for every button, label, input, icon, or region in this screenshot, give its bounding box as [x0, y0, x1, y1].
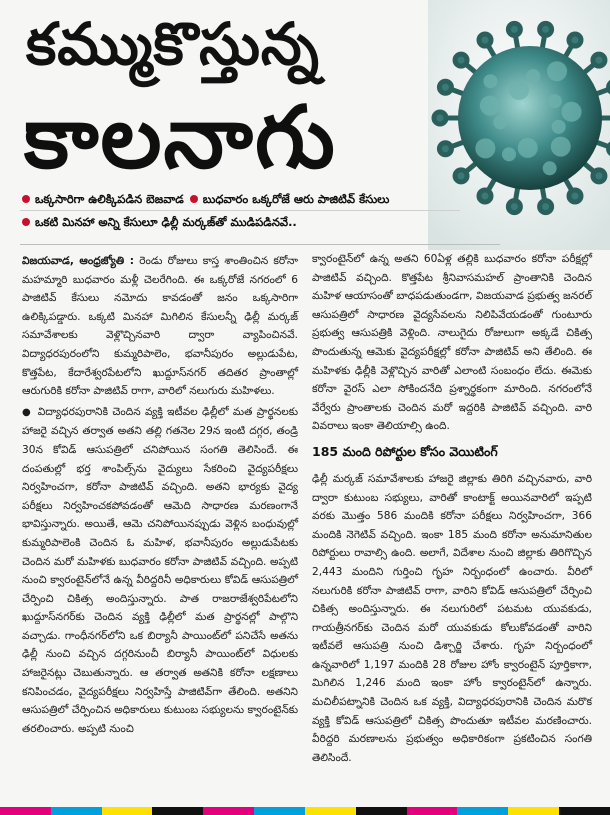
column-right — [312, 250, 592, 767]
dateline: విజయవాడ, ఆంధ్రజ్యోతి : — [22, 255, 134, 267]
bullet-dot-icon — [190, 195, 198, 203]
print-color-bar — [0, 807, 610, 815]
color-swatch — [407, 807, 458, 815]
paragraph-text: రెండు రోజులు కాస్త శాంతించిన కరోనా మహమ్మారి బుధవారం మళ్లీ చెలరేగింది. ఈ ఒక్కరోజే నగరంలో 6 పాజిటివ్ కేసులు నమోదు కావడంతో జనం ఒక్కసారిగా ఉలిక్కిపడ్డారు. ఒక్కటి మినహా మిగిలిన కేసులన్నీ ఢిల్లీ మర్కజ్ సమావేశాలకు వెళ్లొచ్చినవారి ద్వారా వ్యాపించినవే. విద్యాధరపురంలోని కుమ్మరిపాలెం, భవానీపురం అల్లుడుపేట, కొత్తపేట, కేదారేశ్వరపేటలోని ఖుద్దూస్‌నగర్ తదితర ప్రాంతాల్లో ఆరుగురికి కరోనా పాజిటివ్ రాగా, వారిలో నలుగురు మహిళలు. — [22, 255, 299, 398]
color-swatch — [305, 807, 356, 815]
color-swatch — [0, 807, 51, 815]
column-left — [22, 252, 298, 738]
bullet-dot-icon — [22, 195, 30, 203]
color-swatch — [152, 807, 203, 815]
color-swatch — [102, 807, 153, 815]
paragraph: ● విద్యాధరపురానికి చెందిన వ్యక్తి ఇటీవల ఢిల్లీలో మత ప్రార్థనలకు హాజరై వచ్చిన తర్వాత అతని తల్లి గతనెల 29న ఇంటి దగ్గర, తండ్రి 30న కోవిడ్ ఆసుపత్రిలో చనిపోయిన సంగతి తెలిసిందే. ఈ దంపతుల్లో భర్త శాంపిల్స్‌ను వైద్యులు సేకరించి వైద్యపరీక్షలు నిర్వహించగా, కరోనా పాజిటివ్ వచ్చింది. అతని భార్యకు వైద్య పరీక్షలు నిర్వహించకపోవడంతో ఆమెది సాధారణ మరణంగానే భావిస్తున్నారు. అయితే, ఆమె చనిపోయినప్పుడు వెళ్లిన బంధువుల్లో కుమ్మరిపాలెంకి చెందిన ఓ మహిళ, భవానీపురం అల్లుడుపేటకు చెందిన మరో మహిళకు బుధవారం కరోనా పాజిటివ్ వచ్చింది. అప్పటి నుంచి క్వారంటైన్‌లోనే ఉన్న వీరిద్దరినీ అధికారులు కోవిడ్ ఆసుపత్రిలో చేర్పించి చికిత్స అందిస్తున్నారు. పాత రాజరాజేశ్వరిపేటలోని ఖుద్దూస్‌నగర్‌కు చెందిన వ్యక్తి ఢిల్లీలో మత ప్రార్థనల్లో పాల్గొని వచ్చాడు. గాంధీనగర్‌లోని ఒక బిర్యానీ పాయింట్‌లో పనిచేసే అతను ఢిల్లీ నుంచి వచ్చిన దగ్గరినుంచీ బిర్యానీ పాయింట్‌లో విధులకు హాజరైనట్లు చెబుతున్నారు. ఆ తర్వాత అతనికి కరోనా లక్షణాలు కనిపించడం, వైద్యపరీక్షలు నిర్వహిస్తే పాజిటివ్‌గా తేలింది. అతనిని ఆసుపత్రిలో చేర్పించిన అధికారులు కుటుంబ సభ్యులను క్వారంటైన్‌కు తరలించారు. అప్పటి నుంచి — [22, 403, 298, 739]
color-swatch — [559, 807, 610, 815]
subhead-2: బుధవారం ఒక్కరోజే ఆరు పాజిటివ్ కేసులు — [202, 192, 390, 206]
section-heading: 185 మంది రిపోర్టుల కోసం వెయిటింగ్ — [312, 443, 498, 459]
subhead-row-2 — [20, 211, 460, 233]
color-swatch — [457, 807, 508, 815]
subheads — [20, 188, 460, 233]
headline-line2: కాలనాగు — [24, 88, 337, 188]
color-swatch — [203, 807, 254, 815]
paragraph: క్వారంటైన్‌లో ఉన్న అతని 60ఏళ్ల తల్లికి బుధవారం కరోనా పరీక్షల్లో పాజిటివ్ వచ్చింది. కొత్తపేట శ్రీనివాసమహల్ ప్రాంతానికి చెందిన మహిళ ఆయాసంతో బాధపడుతుండగా, విజయవాడ ప్రభుత్వ జనరల్ ఆసుపత్రిలో సాధారణ వైద్యసేవలను నిలిపివేయడంతో గుంటూరు ప్రభుత్వ ఆసుపత్రికి వెళ్లింది. నాలుగైదు రోజులుగా అక్కడే చికిత్స పొందుతున్న ఆమెకు వైద్యపరీక్షల్లో కరోనా పాజిటివ్ అని తేలింది. ఈ మహిళకు ఢిల్లీకి వెళ్లొచ్చిన వారితో ఎలాంటి సంబంధం లేదు. ఈమెకు కరోనా వైరస్ ఎలా సోకిందనేది ప్రశ్నార్థకంగా మారింది. నగరంలోనే వేర్వేరు ప్రాంతాలకు చెందిన మరో ఇద్దరికి పాజిటివ్ వచ్చింది. వారి వివరాలు ఇంకా తెలియాల్సి ఉంది. — [312, 253, 592, 433]
color-swatch — [51, 807, 102, 815]
paragraph: ఢిల్లీ మర్కజ్ సమావేశాలకు హాజరై జిల్లాకు తిరిగి వచ్చినవారు, వారి ద్వారా కుటుంబ సభ్యులు, వారితో కాంటాక్ట్ అయినవారిలో ఇప్పటి వరకు మొత్తం 586 మందికి కరోనా పరీక్షలు నిర్వహించగా, 366 మందికి నెగెటివ్ వచ్చింది. ఇంకా 185 మంది కరోనా అనుమానితుల రిపోర్టులు రావాల్సి ఉంది. అలాగే, విదేశాల నుంచి జిల్లాకు తిరిగొచ్చిన 2,443 మందిని గుర్తించి గృహ నిర్బంధంలో ఉంచారు. వీరిలో నలుగురికి కరోనా పాజిటివ్ రాగా, వారిని కోవిడ్ ఆసుపత్రిలో చేర్పించి చికిత్స అందిస్తున్నారు. ఈ నలుగురిలో పటమట యువకుడు, గాయత్రీనగర్‌కు చెందిన మరో యువకుడు కోలుకోవడంతో వారిని ఇటీవలే ఆసుపత్రి నుంచి డిశ్చార్జి చేశారు. గృహ నిర్బంధంలో ఉన్నవారిలో 1,197 మందికి 28 రోజుల హోం క్వారంటైన్ పూర్తికాగా, మిగిలిన 1,246 మంది ఇంకా హోం క్వారంటైన్‌లో ఉన్నారు. మచిలీపట్నానికి చెందిన ఒక వ్యక్తి, విద్యాధరపురానికి చెందిన మరొక వ్యక్తి కోవిడ్ ఆసుపత్రిలో చికిత్స పొందుతూ ఇటీవల మరణించారు. వీరిద్దరి మరణాలను ప్రభుత్వం అధికారికంగా ప్రకటించిన సంగతి తెలిసిందే. — [312, 472, 592, 764]
subhead-row-1 — [20, 188, 460, 211]
paragraph — [22, 252, 298, 401]
headline-line1: కమ్ముకొస్తున్న — [26, 10, 320, 78]
bullet-dot-icon — [22, 218, 30, 226]
color-swatch — [356, 807, 407, 815]
subhead-3: ఒకటి మినహా అన్ని కేసులూ ఢిల్లీ మర్కజ్‌తో ముడిపడినవే.. — [35, 215, 297, 229]
color-swatch — [254, 807, 305, 815]
color-swatch — [508, 807, 559, 815]
subhead-1: ఒక్కసారిగా ఉలిక్కిపడిన బెజవాడ — [35, 192, 184, 206]
divider — [20, 244, 500, 245]
